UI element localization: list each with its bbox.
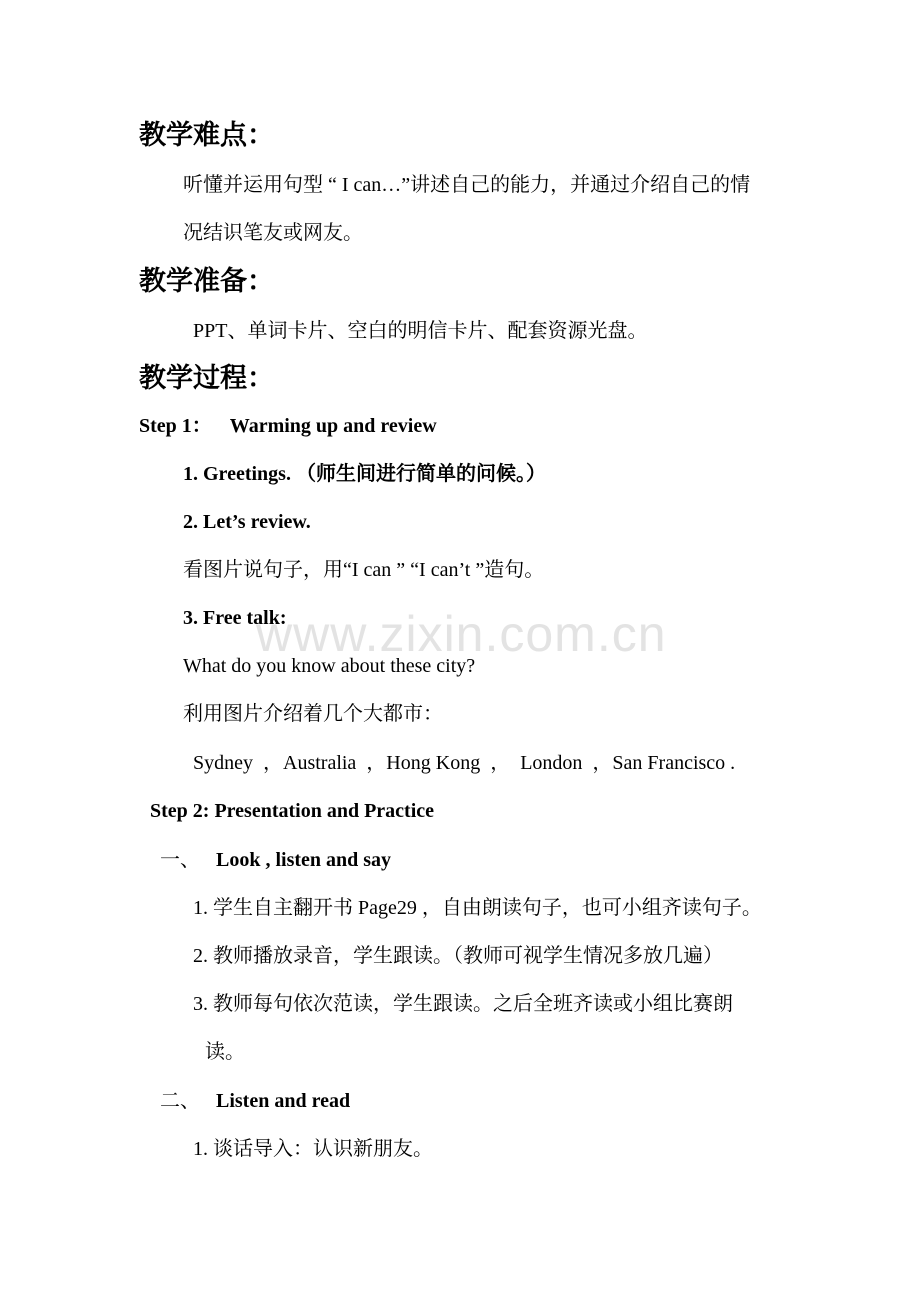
step2-part2-header xyxy=(160,1088,350,1114)
step1-header xyxy=(139,413,437,439)
part1-number: 一、 xyxy=(160,849,200,871)
watermark: www.zixin.com.cn xyxy=(256,606,667,662)
step2-title: Step 2: Presentation and Practice xyxy=(150,800,435,822)
step1-review-text: 看图片说句子，用“I can ” “I can’t ”造句。 xyxy=(183,559,545,581)
part1-title: Look , listen and say xyxy=(216,849,392,871)
step2-part1-header xyxy=(160,847,391,873)
step2-item1: 1. 学生自主翻开书 Page29 ，自由朗读句子，也可小组齐读句子。 xyxy=(193,897,762,919)
step1-title: Warming up and review xyxy=(229,415,437,437)
preparation-heading: 教学准备： xyxy=(139,266,274,297)
step1-free-talk: 3. Free talk: xyxy=(183,607,287,629)
difficulty-text-line1: 听懂并运用句型 “ I can…”讲述自己的能力，并通过介绍自己的情 xyxy=(183,174,751,196)
step1-cities: Sydney ，Australia ，Hong Kong ， London ，San Francisco . xyxy=(193,752,736,774)
step1-review: 2. Let’s review. xyxy=(183,511,311,533)
difficulty-heading: 教学难点： xyxy=(139,120,274,151)
step1-label: Step 1： xyxy=(139,415,212,437)
part2-number: 二、 xyxy=(160,1090,200,1112)
step1-greetings: 1. Greetings. （师生间进行简单的问候。） xyxy=(183,463,546,485)
step2-item3-line1: 3. 教师每句依次范读，学生跟读。之后全班齐读或小组比赛朗 xyxy=(193,993,733,1015)
difficulty-text-line2: 况结识笔友或网友。 xyxy=(183,222,363,244)
preparation-text: PPT、单词卡片、空白的明信卡片、配套资源光盘。 xyxy=(193,320,648,342)
step2-item3-line2: 读。 xyxy=(205,1041,245,1063)
step2-item2: 2. 教师播放录音，学生跟读。（教师可视学生情况多放几遍） xyxy=(193,945,723,967)
step1-intro: 利用图片介绍着几个大都市： xyxy=(183,703,443,725)
step2-item4: 1. 谈话导入：认识新朋友。 xyxy=(193,1138,433,1160)
part2-title: Listen and read xyxy=(216,1090,351,1112)
process-heading: 教学过程： xyxy=(139,363,274,394)
step1-question: What do you know about these city? xyxy=(183,655,476,677)
